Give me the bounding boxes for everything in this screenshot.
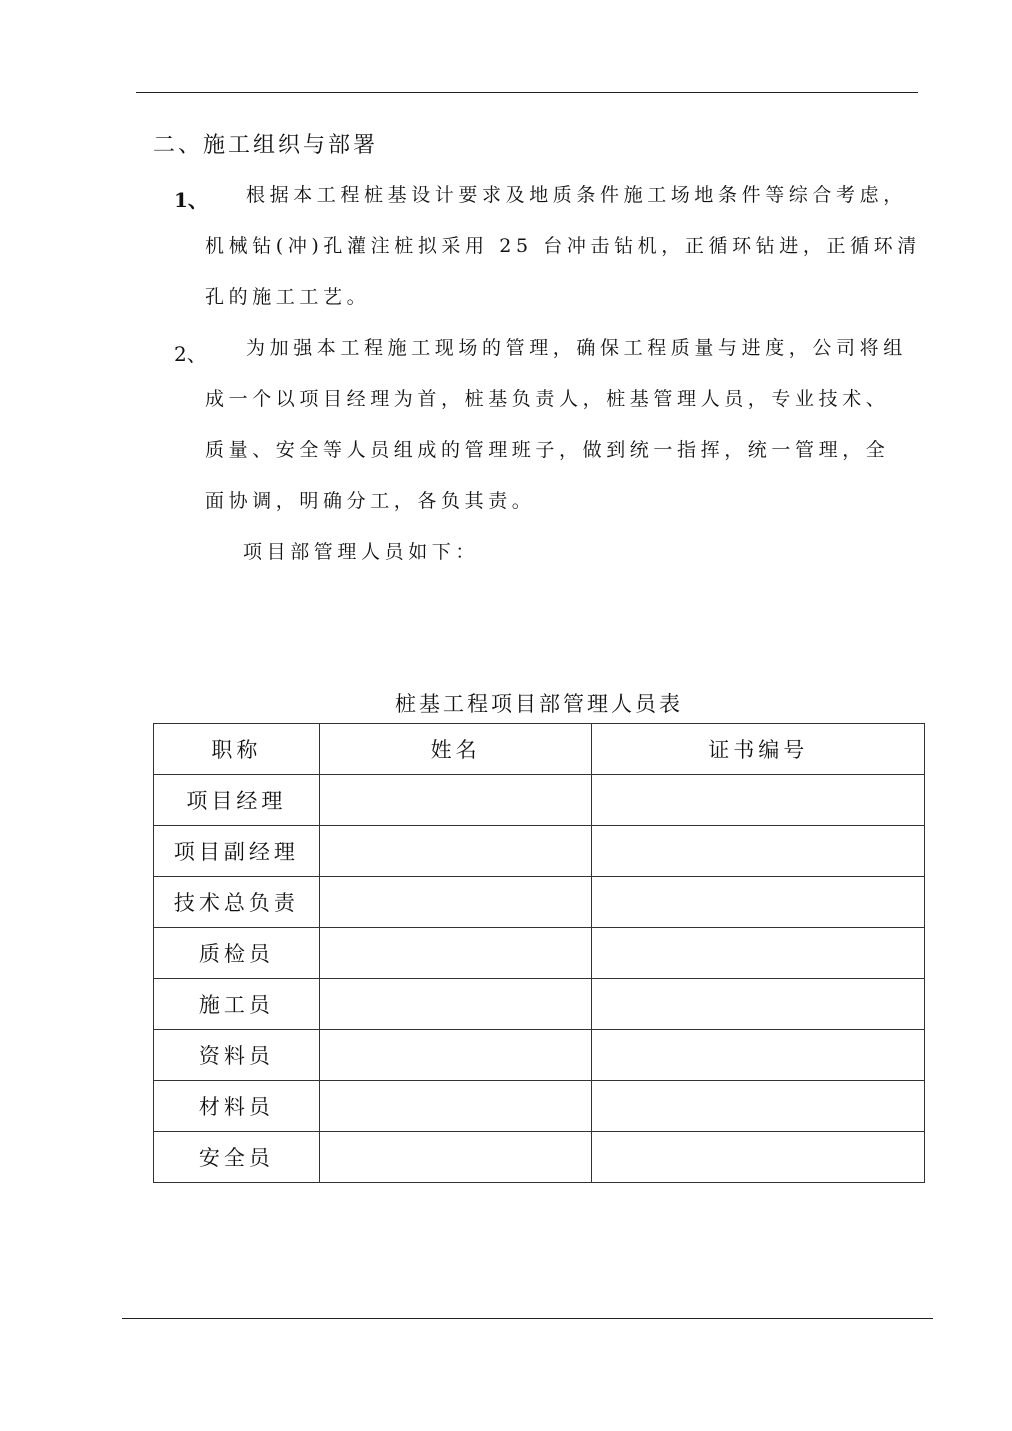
cell-name[interactable] bbox=[319, 775, 592, 826]
cell-certificate[interactable] bbox=[592, 1081, 925, 1132]
table-row bbox=[154, 1030, 925, 1081]
cell-certificate[interactable] bbox=[592, 928, 925, 979]
section-heading: 二、施工组织与部署 bbox=[153, 133, 379, 158]
cell-certificate[interactable] bbox=[592, 1030, 925, 1081]
item-2-number: 2、 bbox=[174, 342, 207, 366]
cell-name[interactable] bbox=[319, 1030, 592, 1081]
item-1-line-3: 孔的施工工艺。 bbox=[205, 286, 371, 308]
item-2-line-4: 面协调，明确分工，各负其责。 bbox=[205, 490, 536, 512]
item-1-line-1: 根据本工程桩基设计要求及地质条件施工场地条件等综合考虑， bbox=[246, 184, 907, 206]
item-2-line-3: 质量、安全等人员组成的管理班子，做到统一指挥，统一管理，全 bbox=[205, 439, 890, 461]
cell-title: 材料员 bbox=[154, 1081, 320, 1132]
cell-title: 施工员 bbox=[154, 979, 320, 1030]
cell-name[interactable] bbox=[319, 928, 592, 979]
header-name: 姓名 bbox=[319, 724, 592, 775]
table-row bbox=[154, 928, 925, 979]
cell-certificate[interactable] bbox=[592, 877, 925, 928]
table-row bbox=[154, 826, 925, 877]
cell-certificate[interactable] bbox=[592, 979, 925, 1030]
cell-title: 资料员 bbox=[154, 1030, 320, 1081]
staff-table bbox=[153, 723, 925, 1183]
item-1-number: 1、 bbox=[174, 188, 208, 212]
intro-line: 项目部管理人员如下： bbox=[243, 541, 480, 563]
cell-title: 项目副经理 bbox=[154, 826, 320, 877]
cell-title: 安全员 bbox=[154, 1132, 320, 1183]
header-certificate: 证书编号 bbox=[592, 724, 925, 775]
table-title: 桩基工程项目部管理人员表 bbox=[395, 692, 683, 716]
table-row bbox=[154, 979, 925, 1030]
cell-certificate[interactable] bbox=[592, 1132, 925, 1183]
cell-name[interactable] bbox=[319, 877, 592, 928]
header-title: 职称 bbox=[154, 724, 320, 775]
table-header-row bbox=[154, 724, 925, 775]
cell-title: 技术总负责 bbox=[154, 877, 320, 928]
table-row bbox=[154, 775, 925, 826]
table-row bbox=[154, 877, 925, 928]
cell-name[interactable] bbox=[319, 826, 592, 877]
footer-rule bbox=[122, 1318, 933, 1319]
cell-certificate[interactable] bbox=[592, 775, 925, 826]
cell-title: 质检员 bbox=[154, 928, 320, 979]
cell-title: 项目经理 bbox=[154, 775, 320, 826]
table-row bbox=[154, 1081, 925, 1132]
cell-name[interactable] bbox=[319, 979, 592, 1030]
header-rule bbox=[136, 92, 918, 93]
cell-name[interactable] bbox=[319, 1081, 592, 1132]
item-2-line-1: 为加强本工程施工现场的管理，确保工程质量与进度，公司将组 bbox=[246, 337, 907, 359]
cell-certificate[interactable] bbox=[592, 826, 925, 877]
item-2-line-2: 成一个以项目经理为首，桩基负责人，桩基管理人员，专业技术、 bbox=[205, 388, 890, 410]
table-row bbox=[154, 1132, 925, 1183]
cell-name[interactable] bbox=[319, 1132, 592, 1183]
item-1-line-2: 机械钻(冲)孔灌注桩拟采用 25 台冲击钻机，正循环钻进，正循环清 bbox=[205, 235, 921, 257]
